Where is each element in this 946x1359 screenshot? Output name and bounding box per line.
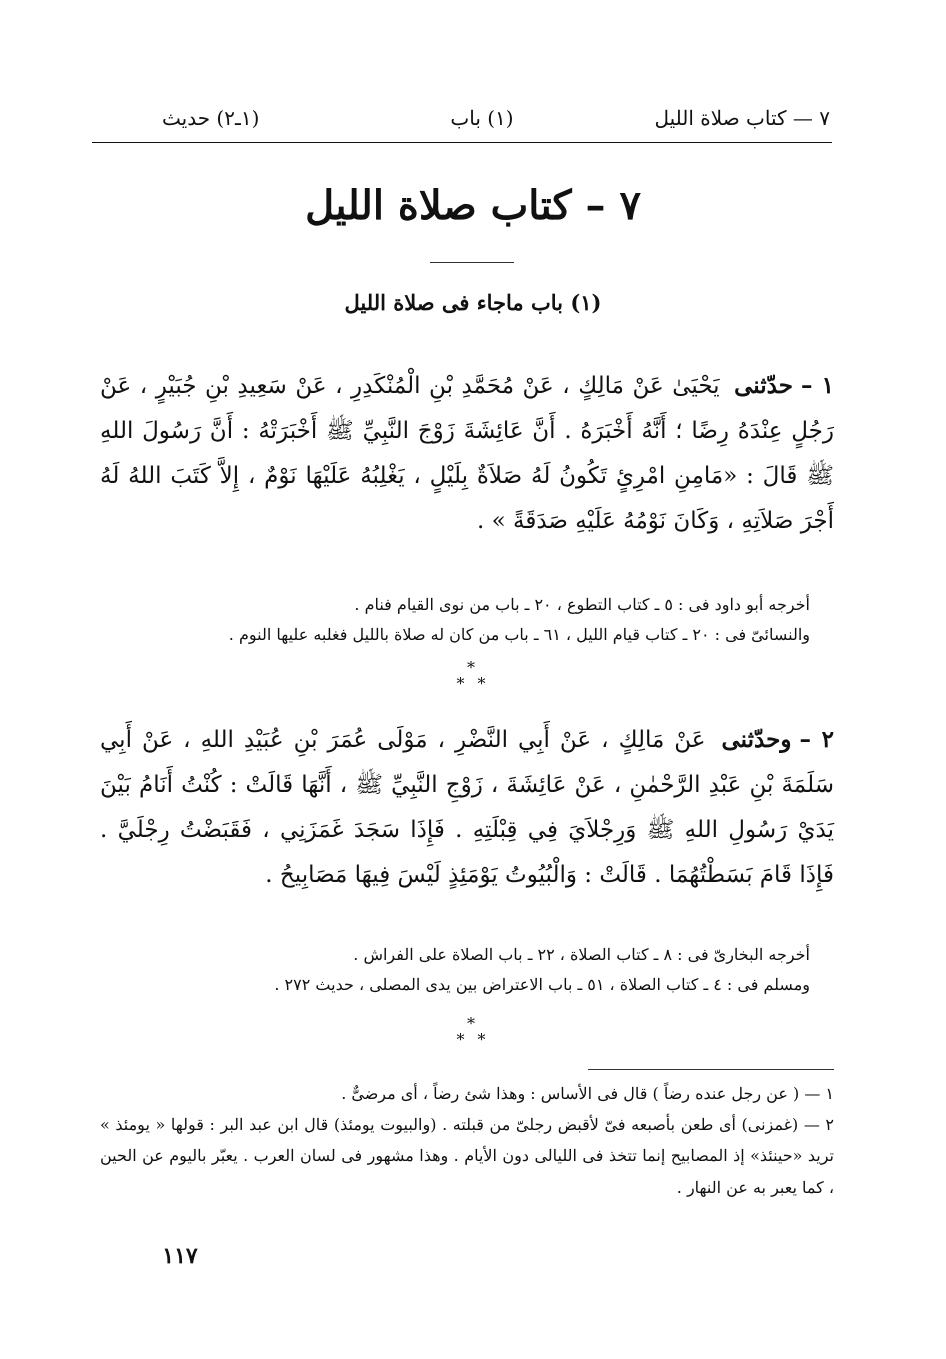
separator-star-top: * — [467, 1014, 479, 1033]
chapter-title: (١) باب ماجاء فى صلاة الليل — [344, 290, 602, 315]
takhrij-1 — [120, 590, 810, 651]
hadith-2 — [100, 718, 834, 897]
hadith-lead: وحدّثنى — [721, 726, 792, 753]
takhrij-2 — [120, 940, 810, 1001]
takhrij-line: أخرجه البخارىّ فى : ٨ ـ كتاب الصلاة ، ٢٢ ـ باب الصلاة على الفراش . — [353, 945, 810, 964]
header-rule — [92, 142, 832, 143]
takhrij-line: والنسائىّ فى : ٢٠ ـ كتاب قيام الليل ، ٦١ ـ باب من كان له صلاة بالليل فغلبه عليها النوم . — [228, 625, 810, 645]
page-number: ١١٧ — [162, 1243, 198, 1269]
hadith-text: عَنْ مَالِكٍ ، عَنْ أَبِي النَّضْرِ ، مَوْلَى عُمَرَ بْنِ عُبَيْدِ اللهِ ، عَنْ أَبِي سَلَمَةَ بْنِ عَبْدِ الرَّحْمٰنِ ، عَنْ عَائِشَةَ ، زَوْجِ النَّبِيِّ ﷺ ، أَنَّهَا قَالَتْ : كُنْتُ أَنَامُ بَيْنَ يَدَيْ رَسُولِ اللهِ ﷺ وَرِجْلاَيَ فِي قِبْلَتِهِ . فَإِذَا سَجَدَ غَمَزَنِي ، فَقَبَضْتُ رِجْلَيَّ . فَإِذَا قَامَ بَسَطْتُهُمَا . قَالَتْ : وَالْبُيُوتُ يَوْمَئِذٍ لَيْسَ فِيهَا مَصَابِيحُ . — [100, 727, 834, 888]
separator-star-bottom: * * — [456, 674, 490, 693]
running-header-hadith-range: (١ـ٢) حديث — [162, 106, 260, 130]
footnotes — [100, 1078, 834, 1203]
running-header-chapter: (١) باب — [450, 106, 514, 130]
running-header — [92, 100, 830, 140]
separator-star-bottom: * * — [456, 1030, 490, 1049]
hadith-lead: حدّثنى — [734, 372, 793, 399]
separator-star-top: * — [467, 658, 479, 677]
title-rule — [430, 262, 514, 263]
takhrij-line: ومسلم فى : ٤ ـ كتاب الصلاة ، ٥١ ـ باب الاعتراض بين يدى المصلى ، حديث ٢٧٢ . — [274, 975, 810, 995]
separator-stars — [433, 1016, 513, 1048]
hadith-number: ٢ – — [799, 726, 834, 753]
footnote-2: ٢ — (غمزنى) أى طعن بأصبعه فىّ لأقبض رجلىّ من قبلته . (والبيوت يومئذ) قال ابن عبد البر : قولها « يومئذ » تريد «حينئذ» إذ المصابيح إنما تتخذ فى الليالى دون الأيام . وهذا مشهور فى لسان العرب . يعبّر باليوم عن الحين ، كما يعبر به عن النهار . — [100, 1115, 834, 1197]
separator-stars — [433, 660, 513, 692]
footnote-1: ١ — ( عن رجل عنده رضاً ) قال فى الأساس : وهذا شئ رضاً ، أى مرضىٌّ . — [341, 1084, 834, 1103]
book-title: ٧ – كتاب صلاة الليل — [305, 182, 641, 229]
footnote-rule — [588, 1069, 834, 1070]
hadith-number: ١ – — [800, 372, 835, 399]
hadith-1 — [100, 364, 834, 543]
running-header-book: ٧ — كتاب صلاة الليل — [654, 106, 830, 130]
takhrij-line: أخرجه أبو داود فى : ٥ ـ كتاب التطوع ، ٢٠ ـ باب من نوى القيام فنام . — [354, 595, 810, 614]
hadith-text: يَحْيَىٰ عَنْ مَالِكٍ ، عَنْ مُحَمَّدِ بْنِ الْمُنْكَدِرِ ، عَنْ سَعِيدِ بْنِ جُبَيْرٍ ، عَنْ رَجُلٍ عِنْدَهُ رِضًا ؛ أَنَّهُ أَخْبَرَهُ . أَنَّ عَائِشَةَ زَوْجَ النَّبِيِّ ﷺ أَخْبَرَتْهُ : أَنَّ رَسُولَ اللهِ ﷺ قَالَ : «مَامِنِ امْرِئٍ تَكُونُ لَهُ صَلاَةٌ بِلَيْلٍ ، يَغْلِبُهُ عَلَيْهَا نَوْمٌ ، إِلاَّ كَتَبَ اللهُ لَهُ أَجْرَ صَلاَتِهِ ، وَكَانَ نَوْمُهُ عَلَيْهِ صَدَقَةً » . — [100, 373, 834, 534]
